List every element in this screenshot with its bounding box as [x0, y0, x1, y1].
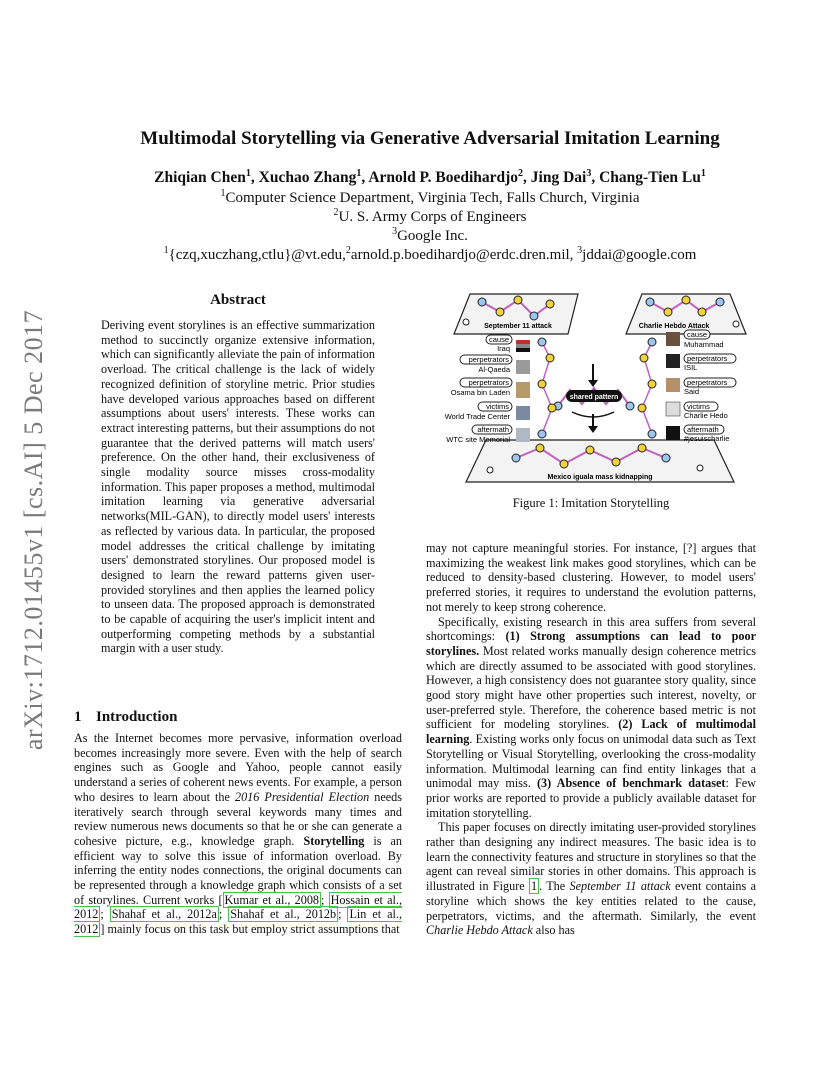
affiliation: $^2$U. S. Army Corps of Engineers — [333, 207, 527, 225]
author-list: Zhiqian Chen$^1$, Xuchao Zhang$^1$, Arnold P. Boedihardjo$^2$, Jing Dai$^3$, Chang-Tien Lu$^1$ — [154, 168, 706, 187]
paper-title: Multimodal Storytelling via Generative Adversarial Imitation Learning — [140, 128, 720, 149]
affiliation: $^1$Computer Science Department, Virginia Tech, Falls Church, Virginia — [220, 188, 640, 206]
said-thumbnail — [666, 378, 680, 392]
affiliation: $^3$Google Inc. — [392, 226, 468, 244]
muhammad-thumbnail — [666, 332, 680, 346]
left-value: Iraq — [497, 344, 510, 353]
author: Zhiqian Chen — [154, 169, 246, 187]
author: Arnold P. Boedihardjo — [368, 169, 519, 187]
author: Xuchao Zhang — [258, 169, 357, 187]
citation-link[interactable]: Shahaf et al., 2012b — [230, 907, 337, 922]
jesuischarlie-thumbnail — [666, 426, 680, 440]
citation-link[interactable]: Lin et al., 2012 — [74, 907, 402, 937]
author-emails: $^1${czq,xuczhang,ctlu}@vt.edu,$^2$arnold.p.boedihardjo@erdc.dren.mil, $^3$jddai@google.com — [163, 245, 697, 263]
tag-label: victims — [687, 402, 710, 411]
memorial-thumbnail — [516, 428, 530, 442]
abstract-heading: Abstract — [210, 292, 266, 308]
tag-label: victims — [486, 402, 509, 411]
right-value: Said — [684, 387, 700, 396]
author: Jing Dai — [530, 169, 587, 187]
tag-label: perpetrators — [468, 355, 509, 364]
tag-label: aftermath — [477, 425, 509, 434]
tag-label: perpetrators — [468, 378, 509, 387]
right-event-label: Charlie Hebdo Attack — [638, 323, 710, 330]
left-value: WTC site Memorial — [446, 435, 510, 444]
author: Chang-Tien Lu — [599, 169, 701, 187]
tag-label: perpetrators — [687, 354, 728, 363]
left-event-label: September 11 attack — [484, 323, 552, 330]
charlie-hebdo-thumbnail — [666, 402, 680, 416]
osama-thumbnail — [516, 382, 530, 398]
tag-label: cause — [687, 330, 708, 339]
intro-paragraph: As the Internet becomes more pervasive, information overload becomes increasingly more severe. Even with the help of search engines such as Google and Yahoo, people cannot easily understand a series of coherent news events. For example, a person who desires to learn about the 2016 Presidential Election needs iteratively search through several keywords many times and review numerous news documents so that he or she can generate a cohesive picture, e.g., knowledge graph. Storytelling is an efficient way to solve this issue of information overload. By inferring the entity nodes connections, the original documents can be represented through a knowledge graph which consists of a set of storylines. Current works [ Kumar et al., 2008 ; Hossain et al., 2012 ; Shahaf et al., 2012a ; Shahaf et al., 2012b ; Lin et al., 2012 ] mainly focus on this task but employ strict assumptions that — [74, 731, 403, 937]
right-value: Charlie Hedo — [684, 411, 728, 420]
shared-pattern-label: shared pattern — [569, 394, 619, 401]
figure-reference-link[interactable]: 1 — [530, 879, 538, 894]
abstract-text: Deriving event storylines is an effective summarization method to succinctly organize extensive information, which can significantly alleviate the pain of information overload. The critical challenge is the lack of widely recognized definition of storyline metric. Prior studies have developed various approaches based on different assumptions about users' interests. These works can extract interesting patterns, but their assumptions do not guarantee that the derived patterns will match users' preference. On the other hand, their exclusiveness of single modality source misses cross-modality information. This paper proposes a method, multimodal imitation learning via generative adversarial networks(MIL-GAN), to directly model users' interests as reflected by various data. In particular, the proposed model addresses the critical challenge by imitating users' demonstrated storylines. Our proposed model is designed to learn the reward patterns given user-provided storylines and then applies the learned policy to unseen data. The proposed approach is demonstrated to be capable of acquiring the user's implicit intent and outperforming competing methods by a substantial margin with a user study. — [101, 318, 375, 656]
citation-link[interactable]: Shahaf et al., 2012a — [111, 907, 217, 922]
paragraph: may not capture meaningful stories. For instance, [?] argues that maximizing the weakest link makes good storylines, which can be reduced to density-based clustering. However, to model users' preferred stories, it requires to understand the evolution patterns, not merely to keep strong coherence. — [426, 541, 756, 614]
figure-imitation-storytelling — [430, 288, 760, 483]
tag-label: perpetrators — [687, 378, 728, 387]
wtc-thumbnail — [516, 406, 530, 420]
figure-caption: Figure 1: Imitation Storytelling — [512, 496, 670, 510]
right-value: ISIL — [684, 363, 698, 372]
section-heading-introduction: 1 Introduction — [74, 709, 178, 725]
al-qaeda-thumbnail — [516, 360, 530, 374]
isil-thumbnail — [666, 354, 680, 368]
citation-link[interactable]: Hossain et al., 2012 — [74, 892, 402, 922]
left-value: Osama bin Laden — [450, 388, 510, 397]
tag-label: aftermath — [687, 425, 719, 434]
paragraph: Specifically, existing research in this area suffers from several shortcomings: (1) Strong assumptions can lead to poor storylines. Most related works manually design coherence metrics which are directly assumed to be associated with good storylines. However, a high consistency does not guarantee story quality, since good story might have other properties such interest, novelty, or user-preferred style. Therefore, the coherence based metric is not sufficient for modeling storylines. (2) Lack of multimodal learning. Existing works only focus on unimodal data such as Text Storytelling or Visual Storytelling, overlooking the cross-modality information. Multimodal learning can find entity linkages that a unimodal may miss. (3) Absence of benchmark dataset: Few prior works are reported to provide a publicly available dataset for imitation storytelling. — [426, 614, 757, 820]
paragraph: This paper focuses on directly imitating user-provided storylines rather than designing any indirect measures. The basic idea is to learn the connectivity features and structure in storylines so that the agent can reveal similar stories in other domains. This approach is illustrated in Figure 1 . The September 11 attack event contains a storyline which shows the key entities related to the cause, perpetrators, victims, and the aftermath. Similarly, the event Charlie Hebdo Attack also has — [426, 820, 756, 938]
right-value: Muhammad — [684, 340, 724, 349]
left-value: Al-Qaeda — [478, 365, 510, 374]
citation-link[interactable]: Kumar et al., 2008 — [224, 892, 320, 907]
tag-label: cause — [488, 335, 509, 344]
arxiv-sidebar-stamp — [14, 300, 54, 760]
arxiv-id: arXiv:1712.01455v1 [cs.AI] 5 Dec 2017 — [19, 309, 48, 751]
left-value: World Trade Center — [444, 412, 510, 421]
right-column-text — [426, 541, 756, 938]
bottom-event-label: Mexico iguala mass kidnapping — [547, 474, 653, 481]
right-value: #jesuischarlie — [684, 434, 730, 443]
